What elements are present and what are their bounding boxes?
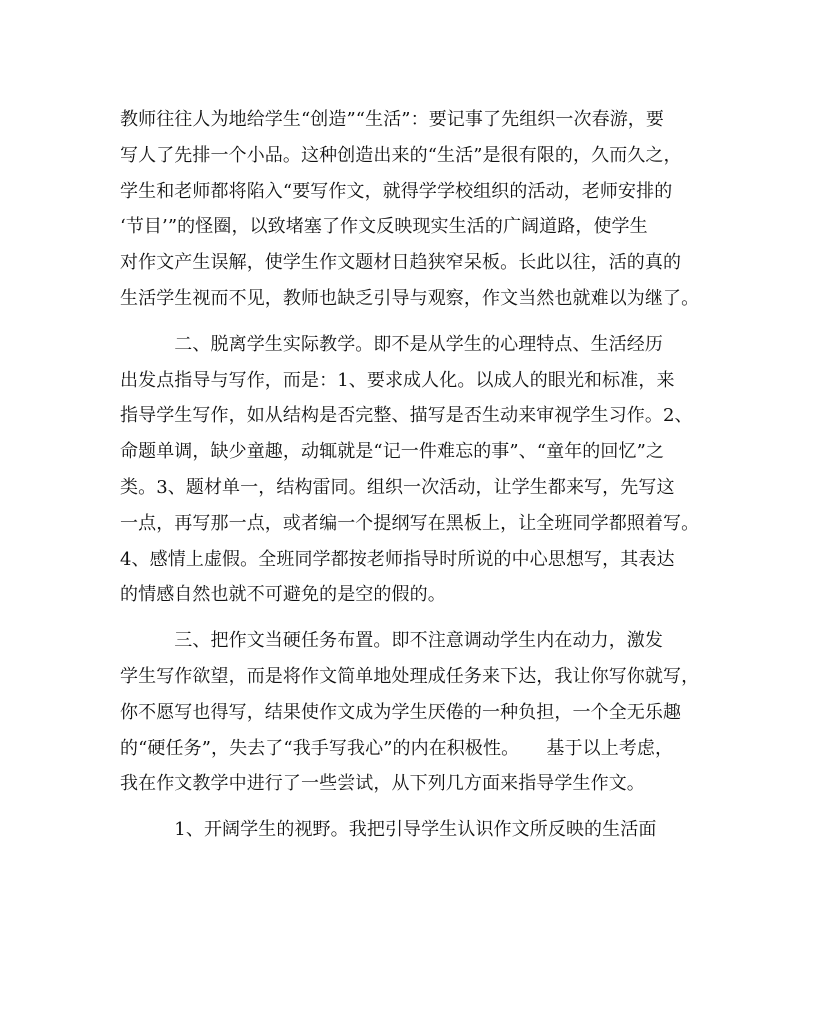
text-line: 我在作文教学中进行了一些尝试，从下列几方面来指导学生作文。 [120, 773, 645, 795]
text-line: 三、把作文当硬任务布置。即不注意调动学生内在动力，激发 [120, 630, 663, 652]
text-line: 4、感情上虚假。全班同学都按老师指导时所说的中心思想写，其表达 [120, 548, 675, 570]
text-line: 学生和老师都将陷入“要写作文，就得学学校组织的活动，老师安排的 [120, 180, 673, 202]
text-line: 命题单调，缺少童趣，动辄就是“记一件难忘的事”、“童年的回忆”之 [120, 441, 665, 463]
text-line: 一点，再写那一点，或者编一个提纲写在黑板上，让全班同学都照着写。 [120, 512, 700, 534]
text-line: 你不愿写也得写，结果使作文成为学生厌倦的一种负担，一个全无乐趣 [120, 701, 682, 723]
paragraph-1 [120, 102, 700, 317]
paragraph-4 [120, 812, 700, 848]
text-line: 的情感自然也就不可避免的是空的假的。 [120, 584, 446, 606]
text-line: 出发点指导与写作，而是：1、要求成人化。以成人的眼光和标准，来 [120, 369, 675, 391]
text-line: 类。3、题材单一，结构雷同。组织一次活动，让学生都来写，先写这 [120, 476, 675, 498]
text-line: 1、开阔学生的视野。我把引导学生认识作文所反映的生活面 [120, 819, 657, 841]
text-line: 指导学生写作，如从结构是否完整、描写是否生动来审视学生习作。2、 [120, 405, 693, 427]
text-line: 教师往往人为地给学生“创造”“生活”：要记事了先组织一次春游，要 [120, 109, 665, 130]
paragraph-3 [120, 623, 700, 802]
text-line: 学生写作欲望，而是将作文简单地处理成任务来下达，我让你写你就写， [120, 665, 700, 687]
paragraph-spacer [120, 613, 700, 623]
text-line: 的“硬任务”，失去了“我手写我心”的内在积极性。 基于以上考虑， [120, 737, 674, 759]
paragraph-spacer [120, 802, 700, 812]
paragraph-2 [120, 327, 700, 613]
text-line: 生活学生视而不见，教师也缺乏引导与观察，作文当然也就难以为继了。 [120, 287, 700, 309]
text-line: 二、脱离学生实际教学。即不是从学生的心理特点、生活经历 [120, 333, 663, 355]
text-line: 对作文产生误解，使学生作文题材日趋狭窄呆板。长此以往，活的真的 [120, 252, 682, 274]
paragraph-spacer [120, 317, 700, 327]
text-line: 写人了先排一个小品。这种创造出来的“生活”是很有限的，久而久之， [120, 144, 682, 166]
text-line: ‘节目’”的怪圈，以致堵塞了作文反映现实生活的广阔道路，使学生 [120, 216, 648, 238]
document-body [120, 102, 700, 848]
